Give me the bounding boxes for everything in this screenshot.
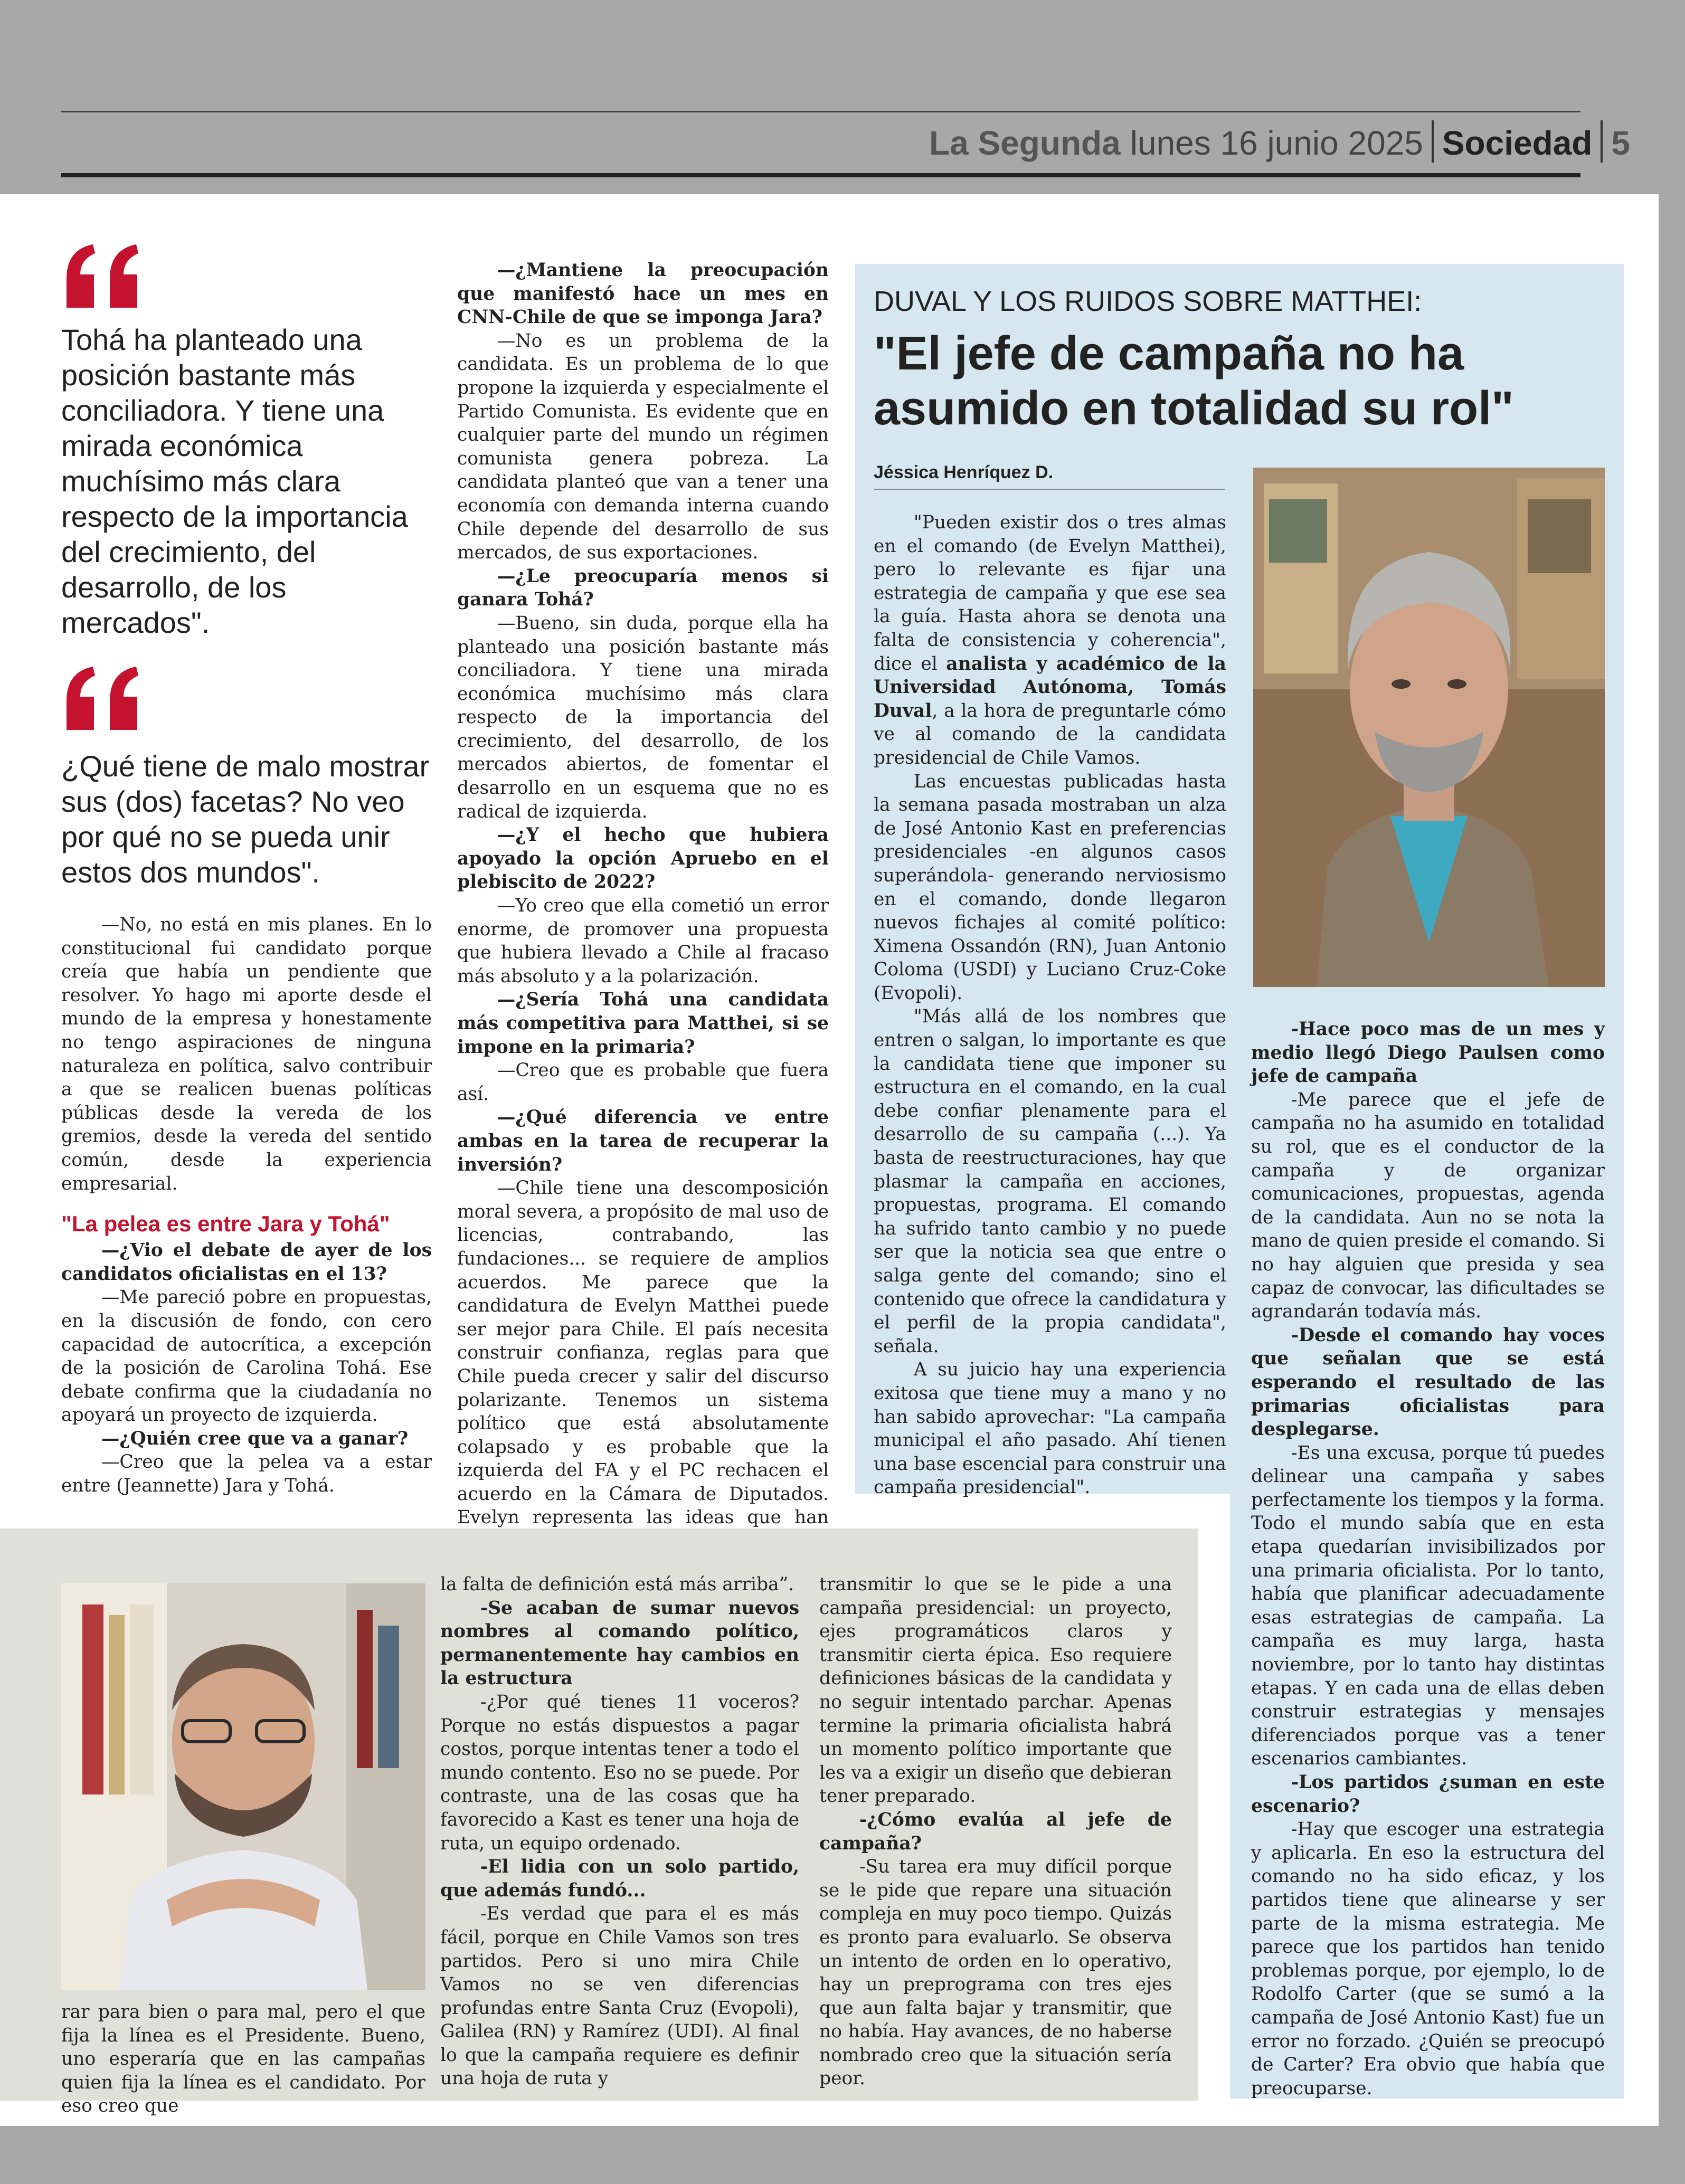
- paragraph: -Es verdad que para el es más fácil, porque en Chile Vamos son tres partidos. Pero si uno mira Chile Vamos no se ven diferencias profundas entre Santa Cruz (Evopoli), Galilea (RN) y Ramírez (UDI). Al final lo que la campaña requiere es definir una hoja de ruta y: [440, 1903, 799, 2090]
- paragraph: "Más allá de los nombres que entren o salgan, lo importante es que la candidata tiene que imponer su estructura en el comando, en la cual debe confiar plenamente para el desarrollo de su campaña (...). Ya basta de reestructuraciones, hay que plasmar la campaña en acciones, propuestas, programa. El comando ha sufrido tanto cambio y no puede ser que la noticia sea que entre o salga gente del comando; sino el contenido que ofrece la candidatura y el perfil de la propia candidata", señala.: [874, 1006, 1226, 1357]
- subheading: "La pelea es entre Jara y Tohá": [61, 1211, 390, 1237]
- interview-question: —¿Vio el debate de ayer de los candidatos oficialistas en el 13?: [61, 1240, 432, 1285]
- article-headline: "El jefe de campaña no ha asumido en totalidad su rol": [874, 327, 1514, 435]
- header-divider: [1432, 120, 1434, 163]
- paragraph: —Chile tiene una descomposición moral severa, a propósito de mal uso de licencias, contrabando, las fundaciones... se requiere de amplios acuerdos. Me parece que la candidatura de Evelyn Matthei puede ser mejor para Chile. El país necesita construir confianza, reglas para que Chile pueda crecer y salir del discurso polarizante. Tenemos un sistema político que está absolutamente colapsado y es probable que la izquierda del FA y el PC rechacen el acuerdo en la Cámara de Diputados. Evelyn representa las ideas que han: [457, 1178, 829, 1528]
- interview-question: -¿Cómo evalúa al jefe de campaña?: [819, 1809, 1172, 1854]
- pull-quote: Tohá ha planteado una posición bastante más conciliadora. Y tiene una mirada económica muchísimo más clara respecto de la importancia del crecimiento, del desarrollo, de los mercados".: [61, 323, 408, 639]
- paragraph: transmitir lo que se le pide a una campaña presidencial: un proyecto, ejes programáticos claros y transmitir cierta épica. Eso requiere definiciones básicas de la candidata y no seguir intentado parchar. Apenas termine la primaria oficialista habrá un momento político importante que les va a exigir un diseño que debieran tener preparado.: [819, 1574, 1172, 1807]
- paragraph: -Hay que escoger una estrategia y aplicarla. En eso la estructura del comando no ha sido eficaz, y los partidos tiene que alinearse y ser parte de la misma estrategia. Me parece que los partidos han tenido problemas porque, por ejemplo, lo de Rodolfo Carter (que se sumó a la campaña de José Antonio Kast) fue un error no forzado. ¿Quién se preocupó de Carter? Era obvio que había que preocuparse.: [1251, 1819, 1605, 2099]
- quote-mark-icon: [61, 664, 146, 733]
- article-kicker: DUVAL Y LOS RUIDOS SOBRE MATTHEI:: [874, 286, 1422, 317]
- paragraph: —No es un problema de la candidata. Es un problema de lo que propone la izquierda y especialmente el Partido Comunista. Es evidente que en cualquier parte del mundo un régimen comunista genera pobreza. La candidata planteó que van a tener una economía con demanda interna cuando Chile depende del desarrollo de sus mercados, de sus exportaciones.: [457, 330, 829, 564]
- paragraph: A su juicio hay una experiencia exitosa que tiene muy a mano y no han sabido aprovechar: "La campaña municipal el año pasado. Ahí tienen una base escencial para construir una campaña presidencial".: [874, 1359, 1226, 1498]
- bottom-column-1: [61, 2000, 425, 2118]
- section-name: Sociedad: [1442, 124, 1593, 162]
- page-header: [929, 115, 1630, 163]
- portrait-photo: [61, 1583, 425, 1990]
- interview-column-2: [457, 259, 829, 1553]
- paragraph: —Yo creo que ella cometió un error enorme, de promover una propuesta que hubiera llevado a Chile al fracaso más absoluto y a la polarización.: [457, 895, 829, 987]
- interview-question: -Se acaban de sumar nuevos nombres al comando político, permanentemente hay cambios en la estructura: [440, 1597, 799, 1689]
- header-divider: [1601, 120, 1603, 163]
- bottom-column-2: [440, 1573, 799, 2091]
- interview-column-1: [61, 913, 432, 1498]
- interview-question: —¿Le preocuparía menos si ganara Tohá?: [457, 565, 829, 611]
- paragraph: Las encuestas publicadas hasta la semana pasada mostraban un alza de José Antonio Kast en preferencias presidenciales -en algunos casos superándola- generando nerviosismo en el comando, donde llegaron nuevos fichajes al comité político: Ximena Ossandón (RN), Juan Antonio Coloma (USDI) y Luciano Cruz-Coke (Evopoli).: [874, 771, 1226, 1004]
- interview-question: -Los partidos ¿suman en este escenario?: [1251, 1772, 1605, 1817]
- issue-date: lunes 16 junio 2025: [1130, 124, 1423, 162]
- paragraph: rar para bien o para mal, pero el que fija la línea es el Presidente. Bueno, uno esperaría que en las campañas quien fija la línea es el candidato. Por eso creo que: [61, 2001, 425, 2117]
- header-bottom-rule: [61, 173, 1580, 177]
- paragraph: "Pueden existir dos o tres almas en el comando (de Evelyn Matthei), pero lo relevante es fijar una estrategia de campaña y que ese sea la guía. Hasta ahora se denota una falta de consistencia y coherencia", dice el analista y académico de la Universidad Autónoma, Tomás Duval, a la hora de preguntarle cómo ve al comando de la candidata presidencial de Chile Vamos.: [874, 512, 1226, 768]
- interview-question: -Hace poco mas de un mes y medio llegó Diego Paulsen como jefe de campaña: [1251, 1019, 1605, 1087]
- pull-quote: ¿Qué tiene de malo mostrar sus (dos) facetas? No veo por qué no se pueda unir estos dos mundos".: [61, 749, 430, 889]
- paragraph: —Bueno, sin duda, porque ella ha planteado una posición bastante más conciliadora. Y tiene una mirada económica muchísimo más clara respecto de la importancia del crecimiento, del desarrollo, de los mercados abiertos, de fomentar el desarrollo en un esquema que no es radical de izquierda.: [457, 612, 829, 822]
- paragraph: la falta de definición está más arriba”.: [440, 1574, 794, 1595]
- paragraph: —Me pareció pobre en propuestas, en la discusión de fondo, con cero capacidad de autocrítica, a excepción de la posición de Carolina Tohá. Ese debate confirma que la ciudadanía no apoyará un proyecto de izquierda.: [61, 1287, 432, 1426]
- page-number: 5: [1611, 124, 1630, 162]
- paragraph: -Su tarea era muy difícil porque se le pide que repare una situación compleja en muy poco tiempo. Quizás es pronto para evaluarlo. Se observa un intento de orden en lo operativo, hay un preprograma con tres ejes que aun falta bajar y transmitir, que no había. Hay avances, de no haberse nombrado creo que la situación sería peor.: [819, 1856, 1172, 2090]
- interview-question: -El lidia con un solo partido, que además fundó...: [440, 1856, 799, 1901]
- paragraph: —Creo que es probable que fuera así.: [457, 1060, 829, 1105]
- paragraph: —Creo que la pelea va a estar entre (Jeannette) Jara y Tohá.: [61, 1451, 432, 1497]
- byline-rule: [874, 489, 1225, 490]
- interview-question: —¿Sería Tohá una candidata más competitiva para Matthei, si se impone en la primaria?: [457, 989, 829, 1058]
- paragraph: -Me parece que el jefe de campaña no ha asumido en totalidad su rol, que es el conductor de la campaña y de organizar comunicaciones, propuestas, agenda de la candidata. Aun no se nota la mano de quien preside el comando. Si no hay alguien que presida y sea capaz de convocar, las dificultades se agrandarán todavía más.: [1251, 1089, 1605, 1323]
- paragraph: —No, no está en mis planes. En lo constitucional fui candidato porque creía que había un pendiente que resolver. Yo hago mi aporte desde el mundo de la empresa y honestamente no tengo aspiraciones de ninguna naturaleza en política, salvo contribuir a que se realicen buenas políticas públicas desde la vereda de los gremios, desde la vereda del sentido común, desde la experiencia empresarial.: [61, 914, 432, 1194]
- article-column-1: [874, 511, 1226, 1499]
- paragraph: -¿Por qué tienes 11 voceros? Porque no estás dispuestos a pagar costos, porque intentas tener a todo el mundo contento. Eso no se puede. Por contraste, una de las cosas que ha favorecido a Kast es tener una hoja de ruta, un equipo ordenado.: [440, 1691, 799, 1854]
- bottom-column-3: [819, 1573, 1172, 2091]
- interview-question: -Desde el comando hay voces que señalan que se está esperando el resultado de las primarias oficialistas para desplegarse.: [1251, 1324, 1605, 1440]
- quote-mark-icon: [61, 242, 146, 310]
- interview-question: —¿Qué diferencia ve entre ambas en la tarea de recuperar la inversión?: [457, 1107, 829, 1175]
- interview-question: —¿Mantiene la preocupación que manifestó hace un mes en CNN-Chile de que se imponga Jara?: [457, 260, 829, 328]
- paragraph: -Es una excusa, porque tú puedes delinear una campaña y sabes perfectamente los tiempos y la forma. Todo el mundo sabía que en esta etapa quedarían invisibilizados por una primaria oficialista. Por lo tanto, había que planificar adecuadamente esas estrategias de campaña. La campaña es muy larga, hasta noviembre, por lo tanto hay distintas etapas. Y en cada una de ellas deben construir estrategias y mensajes diferenciados porque vas a tener escenarios cambiantes.: [1251, 1442, 1605, 1770]
- article-byline: Jéssica Henríquez D.: [874, 462, 1054, 482]
- header-top-rule: [61, 111, 1580, 112]
- interview-question: —¿Quién cree que va a ganar?: [101, 1428, 409, 1449]
- interview-question: —¿Y el hecho que hubiera apoyado la opción Apruebo en el plebiscito de 2022?: [457, 824, 829, 893]
- portrait-photo: [1253, 468, 1605, 987]
- newspaper-name: La Segunda: [929, 124, 1121, 162]
- article-column-2: [1251, 1018, 1605, 2100]
